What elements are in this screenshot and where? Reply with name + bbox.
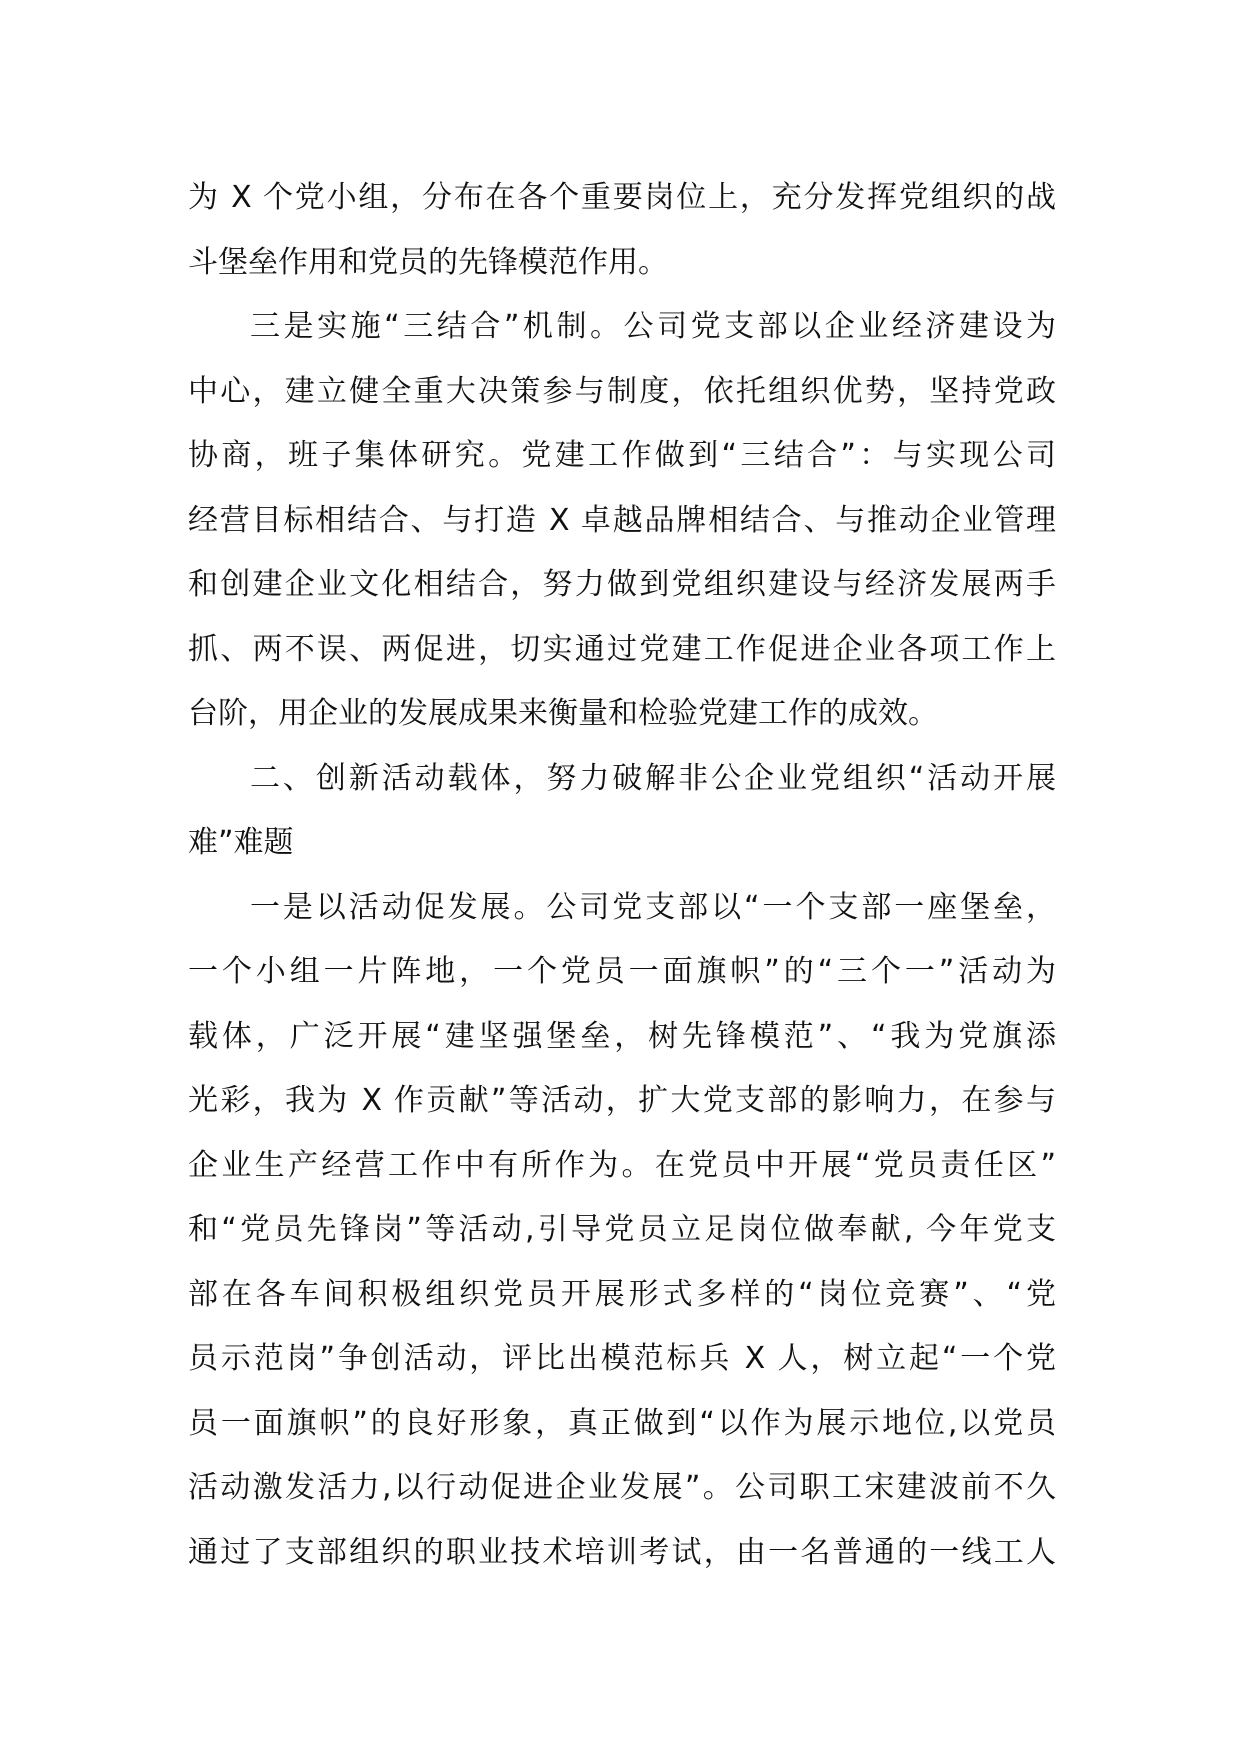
body-text-line: 一个小组一片阵地，一个党员一面旗帜”的“三个一”活动为 (188, 954, 1056, 989)
section-heading-line: 难”难题 (188, 825, 294, 860)
body-text-line: 一是以活动促发展。公司党支部以“一个支部一座堡垒， (250, 889, 1056, 925)
section-heading-line: 二、创新活动载体，努力破解非公企业党组织“活动开展 (250, 760, 1056, 796)
body-text-line: 中心，建立健全重大决策参与制度，依托组织优势，坚持党政 (188, 373, 1056, 409)
body-text-line: 经营目标相结合、与打造 X 卓越品牌相结合、与推动企业管理 (188, 502, 1056, 538)
body-text-line: 抓、两不误、两促进，切实通过党建工作促进企业各项工作上 (188, 631, 1056, 667)
body-text-line: 三是实施“三结合”机制。公司党支部以企业经济建设为 (250, 309, 1056, 344)
body-text-line: 企业生产经营工作中有所作为。在党员中开展“党员责任区” (188, 1147, 1056, 1183)
body-text-line: 活动激发活力,以行动促进企业发展”。公司职工宋建波前不久 (188, 1470, 1056, 1505)
body-text-line: 和“党员先锋岗”等活动,引导党员立足岗位做奉献, 今年党支 (188, 1212, 1056, 1247)
body-text-line: 斗堡垒作用和党员的先锋模范作用。 (188, 244, 668, 280)
body-text-line: 员一面旗帜”的良好形象，真正做到“以作为展示地位,以党员 (188, 1405, 1056, 1441)
body-text-line: 部在各车间积极组织党员开展形式多样的“岗位竞赛”、“党 (188, 1276, 1056, 1312)
body-text-line: 员示范岗”争创活动，评比出模范标兵 X 人，树立起“一个党 (188, 1341, 1056, 1376)
body-text-line: 通过了支部组织的职业技术培训考试，由一名普通的一线工人 (188, 1534, 1056, 1570)
document-page (188, 166, 1056, 1585)
body-text-line: 协商，班子集体研究。党建工作做到“三结合”：与实现公司 (188, 438, 1056, 473)
body-text-line: 载体，广泛开展“建坚强堡垒，树先锋模范”、“我为党旗添 (188, 1018, 1056, 1054)
body-text-line: 光彩，我为 X 作贡献”等活动，扩大党支部的影响力，在参与 (188, 1083, 1056, 1118)
body-text-line: 为 X 个党小组，分布在各个重要岗位上，充分发挥党组织的战 (188, 180, 1056, 215)
body-text-line: 台阶，用企业的发展成果来衡量和检验党建工作的成效。 (188, 696, 938, 731)
body-text-line: 和创建企业文化相结合，努力做到党组织建设与经济发展两手 (188, 567, 1056, 602)
